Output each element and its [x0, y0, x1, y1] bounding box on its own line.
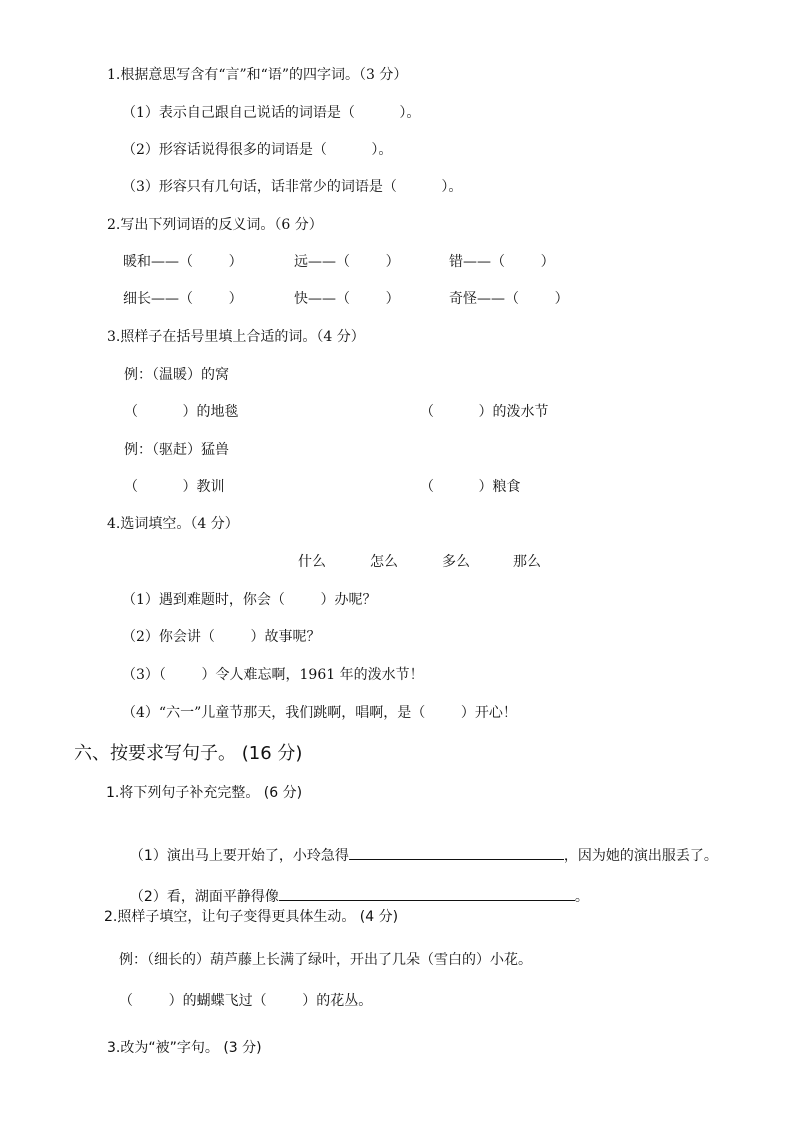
q2-antonym-6: 奇怪——（ ） [449, 291, 569, 307]
q4-item-4: （4）“六一”儿童节那天，我们跳啊，唱啊，是（ ）开心！ [122, 705, 517, 721]
q3-fill-2: （ ）的泼水节 [420, 404, 549, 420]
q2-antonym-3: 错——（ ） [449, 254, 555, 270]
answer-blank[interactable] [279, 886, 575, 901]
q3-example-2: 例：（驱赶）猛兽 [124, 442, 229, 458]
s6-q1-item-1 [121, 827, 718, 865]
q1-title: 1.根据意思写含有“言”和“语”的四字词。（3 分） [107, 67, 408, 83]
word-bank-item: 多么 [442, 554, 470, 570]
s6-q1-item-1-before: （1）演出马上要开始了，小玲急得 [129, 848, 349, 864]
s6-q1-title: 1.将下列句子补充完整。 (6 分) [106, 785, 303, 801]
q3-title: 3.照样子在括号里填上合适的词。（4 分） [107, 329, 365, 345]
q4-item-1: （1）遇到难题时，你会（ ）办呢？ [122, 592, 377, 608]
s6-q3-title: 3.改为“被”字句。 (3 分) [107, 1040, 262, 1056]
q1-item-2: （2）形容话说得很多的词语是（ ）。 [122, 142, 393, 158]
q2-antonym-2: 远——（ ） [294, 254, 400, 270]
s6-q2-exercise: （ ）的蝴蝶飞过（ ）的花丛。 [119, 993, 373, 1009]
word-bank-item: 什么 [298, 554, 326, 570]
q2-title: 2.写出下列词语的反义词。（6 分） [107, 217, 323, 233]
s6-q1-item-2 [121, 868, 589, 906]
q1-item-1: （1）表示自己跟自己说话的词语是（ ）。 [122, 105, 421, 121]
q1-item-3: （3）形容只有几句话，话非常少的词语是（ ）。 [122, 179, 463, 195]
q2-antonym-4: 细长——（ ） [123, 291, 243, 307]
q4-item-3: （3）（ ）令人难忘啊，1961 年的泼水节！ [122, 667, 424, 683]
word-bank-item: 怎么 [370, 554, 398, 570]
s6-q1-item-2-after: 。 [574, 889, 589, 905]
word-bank-item: 那么 [513, 554, 541, 570]
s6-q1-item-1-after: ，因为她的演出服丢了。 [563, 848, 718, 864]
s6-q1-item-2-before: （2）看，湖面平静得像 [129, 889, 279, 905]
s6-q2-example: 例：（细长的）葫芦藤上长满了绿叶，开出了几朵（雪白的）小花。 [119, 952, 532, 968]
answer-blank[interactable] [349, 845, 564, 860]
s6-q2-title: 2.照样子填空，让句子变得更具体生动。 (4 分) [104, 909, 399, 925]
q2-antonym-5: 快——（ ） [294, 291, 400, 307]
q3-fill-1: （ ）的地毯 [124, 404, 239, 420]
q4-item-2: （2）你会讲（ ）故事呢？ [122, 629, 321, 645]
q3-example-1: 例：（温暖）的窝 [124, 367, 229, 383]
q3-fill-4: （ ）粮食 [420, 479, 521, 495]
section-6-title: 六、按要求写句子。 (16 分) [74, 743, 303, 764]
q3-fill-3: （ ）教训 [124, 479, 225, 495]
q4-title: 4.选词填空。（4 分） [107, 516, 239, 532]
q2-antonym-1: 暖和——（ ） [123, 254, 243, 270]
